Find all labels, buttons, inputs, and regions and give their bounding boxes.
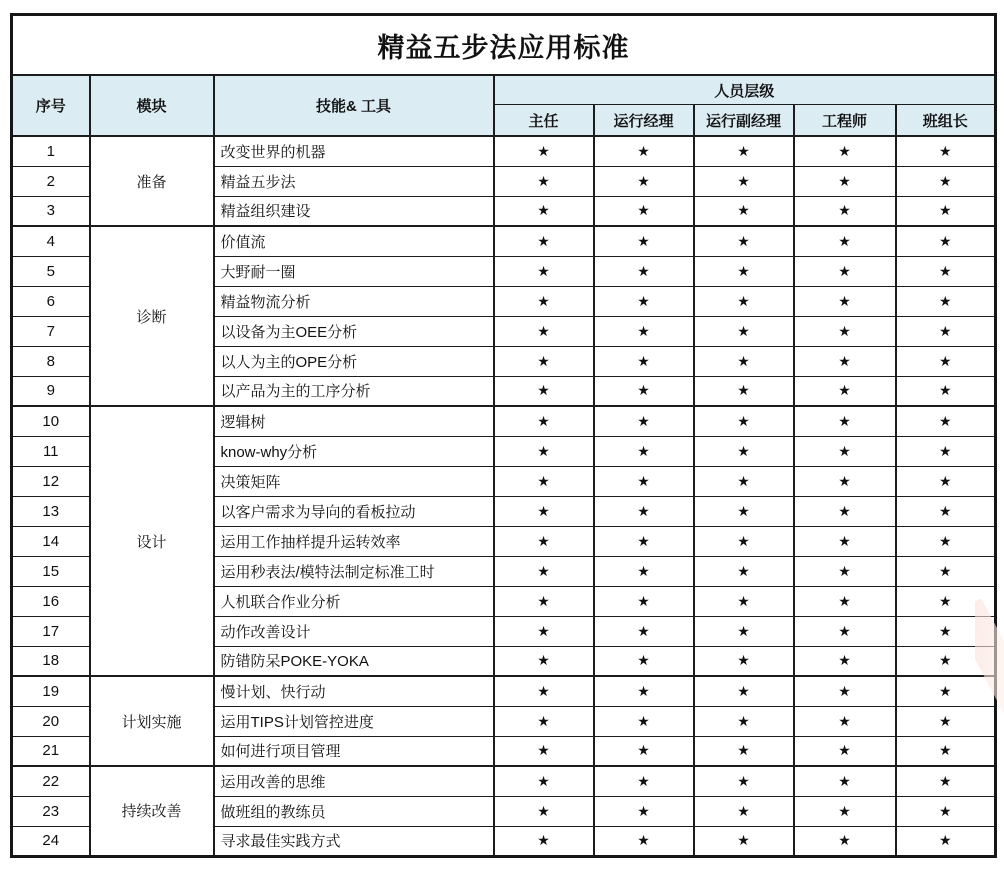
row-index-cell: 5 [12, 256, 90, 286]
star-rating-cell: ★ [794, 646, 896, 676]
skill-cell: 如何进行项目管理 [214, 736, 494, 766]
star-rating-cell: ★ [494, 226, 594, 256]
star-rating-cell: ★ [694, 496, 794, 526]
row-index-cell: 20 [12, 706, 90, 736]
star-rating-cell: ★ [896, 136, 996, 166]
star-rating-cell: ★ [594, 406, 694, 436]
star-rating-cell: ★ [694, 376, 794, 406]
star-rating-cell: ★ [494, 556, 594, 586]
module-cell: 诊断 [90, 226, 214, 406]
star-rating-cell: ★ [896, 556, 996, 586]
star-rating-cell: ★ [494, 796, 594, 826]
star-rating-cell: ★ [694, 346, 794, 376]
skill-cell: know-why分析 [214, 436, 494, 466]
star-rating-cell: ★ [694, 586, 794, 616]
star-rating-cell: ★ [494, 766, 594, 796]
star-rating-cell: ★ [896, 526, 996, 556]
star-rating-cell: ★ [794, 676, 896, 706]
star-rating-cell: ★ [594, 226, 694, 256]
star-rating-cell: ★ [594, 766, 694, 796]
star-rating-cell: ★ [694, 256, 794, 286]
star-rating-cell: ★ [494, 586, 594, 616]
star-rating-cell: ★ [494, 286, 594, 316]
star-rating-cell: ★ [794, 826, 896, 856]
star-rating-cell: ★ [794, 736, 896, 766]
module-cell: 计划实施 [90, 676, 214, 766]
skill-cell: 大野耐一圈 [214, 256, 494, 286]
star-rating-cell: ★ [896, 466, 996, 496]
star-rating-cell: ★ [594, 466, 694, 496]
star-rating-cell: ★ [694, 796, 794, 826]
star-rating-cell: ★ [896, 706, 996, 736]
star-rating-cell: ★ [794, 706, 896, 736]
col-header-index: 序号 [12, 75, 90, 136]
table-row [12, 766, 996, 796]
row-index-cell: 1 [12, 136, 90, 166]
star-rating-cell: ★ [794, 616, 896, 646]
table-row [12, 136, 996, 166]
star-rating-cell: ★ [494, 736, 594, 766]
star-rating-cell: ★ [794, 286, 896, 316]
col-header-level-engineer: 工程师 [794, 105, 896, 137]
star-rating-cell: ★ [896, 616, 996, 646]
star-rating-cell: ★ [594, 256, 694, 286]
skill-cell: 运用改善的思维 [214, 766, 494, 796]
col-header-level-deputy-ops-manager: 运行副经理 [694, 105, 794, 137]
row-index-cell: 12 [12, 466, 90, 496]
row-index-cell: 21 [12, 736, 90, 766]
table-row [12, 226, 996, 256]
star-rating-cell: ★ [494, 406, 594, 436]
module-cell: 准备 [90, 136, 214, 226]
skill-cell: 以客户需求为导向的看板拉动 [214, 496, 494, 526]
star-rating-cell: ★ [896, 436, 996, 466]
skill-cell: 运用工作抽样提升运转效率 [214, 526, 494, 556]
star-rating-cell: ★ [494, 346, 594, 376]
skill-cell: 防错防呆POKE-YOKA [214, 646, 494, 676]
star-rating-cell: ★ [594, 346, 694, 376]
star-rating-cell: ★ [896, 316, 996, 346]
star-rating-cell: ★ [794, 556, 896, 586]
module-cell: 持续改善 [90, 766, 214, 856]
star-rating-cell: ★ [794, 316, 896, 346]
skill-cell: 以人为主的OPE分析 [214, 346, 494, 376]
star-rating-cell: ★ [794, 136, 896, 166]
star-rating-cell: ★ [594, 736, 694, 766]
star-rating-cell: ★ [794, 796, 896, 826]
row-index-cell: 17 [12, 616, 90, 646]
star-rating-cell: ★ [594, 646, 694, 676]
col-header-personnel-level: 人员层级 [494, 75, 996, 105]
star-rating-cell: ★ [594, 136, 694, 166]
star-rating-cell: ★ [694, 556, 794, 586]
star-rating-cell: ★ [494, 646, 594, 676]
row-index-cell: 15 [12, 556, 90, 586]
star-rating-cell: ★ [494, 496, 594, 526]
star-rating-cell: ★ [896, 226, 996, 256]
col-header-module: 模块 [90, 75, 214, 136]
star-rating-cell: ★ [594, 196, 694, 226]
title-row [12, 15, 996, 76]
star-rating-cell: ★ [494, 376, 594, 406]
row-index-cell: 23 [12, 796, 90, 826]
star-rating-cell: ★ [594, 166, 694, 196]
col-header-level-team-leader: 班组长 [896, 105, 996, 137]
star-rating-cell: ★ [896, 406, 996, 436]
col-header-level-director: 主任 [494, 105, 594, 137]
star-rating-cell: ★ [594, 376, 694, 406]
skill-cell: 运用秒表法/模特法制定标准工时 [214, 556, 494, 586]
star-rating-cell: ★ [594, 706, 694, 736]
row-index-cell: 11 [12, 436, 90, 466]
row-index-cell: 16 [12, 586, 90, 616]
star-rating-cell: ★ [494, 256, 594, 286]
row-index-cell: 3 [12, 196, 90, 226]
row-index-cell: 2 [12, 166, 90, 196]
row-index-cell: 19 [12, 676, 90, 706]
star-rating-cell: ★ [794, 496, 896, 526]
star-rating-cell: ★ [694, 286, 794, 316]
star-rating-cell: ★ [494, 466, 594, 496]
star-rating-cell: ★ [694, 706, 794, 736]
skill-cell: 精益五步法 [214, 166, 494, 196]
star-rating-cell: ★ [694, 136, 794, 166]
star-rating-cell: ★ [794, 766, 896, 796]
row-index-cell: 13 [12, 496, 90, 526]
row-index-cell: 6 [12, 286, 90, 316]
skill-cell: 决策矩阵 [214, 466, 494, 496]
col-header-skill: 技能& 工具 [214, 75, 494, 136]
skill-cell: 人机联合作业分析 [214, 586, 494, 616]
star-rating-cell: ★ [594, 796, 694, 826]
star-rating-cell: ★ [694, 196, 794, 226]
star-rating-cell: ★ [896, 346, 996, 376]
star-rating-cell: ★ [494, 526, 594, 556]
star-rating-cell: ★ [694, 736, 794, 766]
skill-cell: 以设备为主OEE分析 [214, 316, 494, 346]
table-row [12, 406, 996, 436]
star-rating-cell: ★ [794, 226, 896, 256]
star-rating-cell: ★ [494, 706, 594, 736]
star-rating-cell: ★ [694, 166, 794, 196]
star-rating-cell: ★ [794, 256, 896, 286]
skill-cell: 以产品为主的工序分析 [214, 376, 494, 406]
star-rating-cell: ★ [594, 436, 694, 466]
col-header-level-ops-manager: 运行经理 [594, 105, 694, 137]
skill-cell: 价值流 [214, 226, 494, 256]
header-row-1 [12, 75, 996, 105]
row-index-cell: 22 [12, 766, 90, 796]
skill-cell: 精益组织建设 [214, 196, 494, 226]
star-rating-cell: ★ [896, 376, 996, 406]
row-index-cell: 24 [12, 826, 90, 856]
star-rating-cell: ★ [494, 436, 594, 466]
row-index-cell: 9 [12, 376, 90, 406]
star-rating-cell: ★ [896, 256, 996, 286]
star-rating-cell: ★ [896, 826, 996, 856]
star-rating-cell: ★ [594, 556, 694, 586]
star-rating-cell: ★ [594, 496, 694, 526]
star-rating-cell: ★ [594, 826, 694, 856]
star-rating-cell: ★ [594, 676, 694, 706]
star-rating-cell: ★ [896, 496, 996, 526]
star-rating-cell: ★ [896, 586, 996, 616]
star-rating-cell: ★ [896, 766, 996, 796]
star-rating-cell: ★ [694, 316, 794, 346]
star-rating-cell: ★ [694, 226, 794, 256]
star-rating-cell: ★ [896, 286, 996, 316]
star-rating-cell: ★ [794, 376, 896, 406]
skill-cell: 动作改善设计 [214, 616, 494, 646]
star-rating-cell: ★ [794, 406, 896, 436]
star-rating-cell: ★ [494, 166, 594, 196]
star-rating-cell: ★ [494, 676, 594, 706]
star-rating-cell: ★ [494, 316, 594, 346]
row-index-cell: 14 [12, 526, 90, 556]
star-rating-cell: ★ [896, 736, 996, 766]
star-rating-cell: ★ [694, 766, 794, 796]
star-rating-cell: ★ [896, 796, 996, 826]
skill-cell: 寻求最佳实践方式 [214, 826, 494, 856]
row-index-cell: 10 [12, 406, 90, 436]
skill-cell: 逻辑树 [214, 406, 494, 436]
skill-cell: 慢计划、快行动 [214, 676, 494, 706]
table-body [12, 136, 996, 856]
star-rating-cell: ★ [694, 526, 794, 556]
star-rating-cell: ★ [594, 586, 694, 616]
standards-sheet [10, 13, 997, 858]
star-rating-cell: ★ [694, 466, 794, 496]
star-rating-cell: ★ [594, 286, 694, 316]
star-rating-cell: ★ [594, 616, 694, 646]
star-rating-cell: ★ [896, 196, 996, 226]
row-index-cell: 7 [12, 316, 90, 346]
star-rating-cell: ★ [594, 316, 694, 346]
standards-table [10, 13, 997, 858]
star-rating-cell: ★ [896, 166, 996, 196]
star-rating-cell: ★ [794, 526, 896, 556]
star-rating-cell: ★ [494, 196, 594, 226]
star-rating-cell: ★ [494, 136, 594, 166]
skill-cell: 运用TIPS计划管控进度 [214, 706, 494, 736]
star-rating-cell: ★ [794, 466, 896, 496]
star-rating-cell: ★ [896, 646, 996, 676]
star-rating-cell: ★ [694, 676, 794, 706]
star-rating-cell: ★ [794, 586, 896, 616]
skill-cell: 精益物流分析 [214, 286, 494, 316]
row-index-cell: 8 [12, 346, 90, 376]
star-rating-cell: ★ [794, 436, 896, 466]
star-rating-cell: ★ [494, 616, 594, 646]
star-rating-cell: ★ [896, 676, 996, 706]
row-index-cell: 18 [12, 646, 90, 676]
star-rating-cell: ★ [694, 616, 794, 646]
table-row [12, 676, 996, 706]
star-rating-cell: ★ [694, 646, 794, 676]
star-rating-cell: ★ [694, 826, 794, 856]
skill-cell: 改变世界的机器 [214, 136, 494, 166]
star-rating-cell: ★ [794, 196, 896, 226]
skill-cell: 做班组的教练员 [214, 796, 494, 826]
star-rating-cell: ★ [694, 406, 794, 436]
row-index-cell: 4 [12, 226, 90, 256]
star-rating-cell: ★ [494, 826, 594, 856]
page-title: 精益五步法应用标准 [12, 15, 996, 76]
star-rating-cell: ★ [794, 166, 896, 196]
star-rating-cell: ★ [694, 436, 794, 466]
star-rating-cell: ★ [794, 346, 896, 376]
module-cell: 设计 [90, 406, 214, 676]
star-rating-cell: ★ [594, 526, 694, 556]
